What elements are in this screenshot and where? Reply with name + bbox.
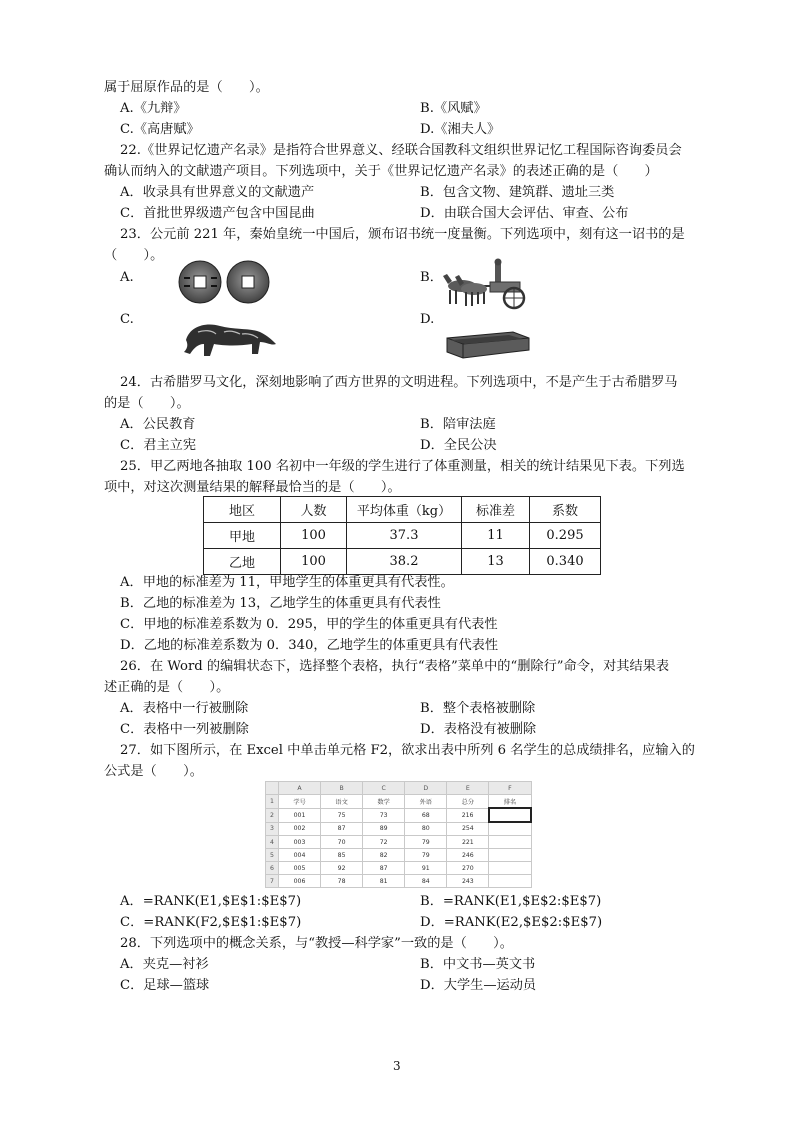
row-header: 2 — [266, 808, 279, 822]
column-header: F — [489, 782, 531, 795]
q28-option-a: A．夹克—衬衫 — [120, 957, 209, 972]
sheet-cell: 84 — [405, 875, 447, 888]
sheet-cell — [489, 849, 531, 862]
sheet-cell: 005 — [279, 862, 321, 875]
q25-option-a: A．甲地的标准差为 11，甲地学生的体重更具有代表性。 — [120, 575, 454, 590]
row-header: 1 — [266, 795, 279, 809]
q22-stem-line2: 确认而纳入的文献遗产项目。下列选项中，关于《世界记忆遗产名录》的表述正确的是（ ） — [104, 164, 658, 179]
table-cell: 37.3 — [347, 523, 462, 549]
sheet-cell: 254 — [447, 822, 489, 836]
bronze-tiger-tally-image — [180, 310, 280, 358]
q23-option-d: D. — [420, 312, 435, 327]
sheet-cell: 246 — [447, 849, 489, 862]
table-cell: 乙地 — [204, 549, 281, 575]
sheet-cell: 79 — [405, 836, 447, 849]
sheet-cell: 72 — [363, 836, 405, 849]
q28-option-c: C．足球—篮球 — [120, 978, 210, 993]
sheet-cell: 73 — [363, 808, 405, 822]
sheet-row — [266, 849, 532, 862]
q21-option-a: A.《九辩》 — [120, 101, 187, 116]
q22-option-b: B．包含文物、建筑群、遗址三类 — [420, 185, 615, 200]
column-header — [266, 782, 279, 795]
sheet-row — [266, 862, 532, 875]
table-header-cell: 地区 — [204, 497, 281, 523]
table-row — [204, 523, 601, 549]
sheet-cell: 92 — [321, 862, 363, 875]
sheet-cell: 243 — [447, 875, 489, 888]
q27-option-b: B．=RANK(E1,$E$2:$E$7) — [420, 894, 602, 909]
q28-option-d: D．大学生—运动员 — [420, 978, 537, 993]
sheet-cell: 003 — [279, 836, 321, 849]
table-header-cell: 平均体重（kg） — [347, 497, 462, 523]
sheet-cell: 87 — [321, 822, 363, 836]
q28-option-b: B．中文书—英文书 — [420, 957, 536, 972]
sheet-cell: 82 — [363, 849, 405, 862]
sheet-cell: 68 — [405, 808, 447, 822]
q24-stem-line1: 24．古希腊罗马文化，深刻地影响了西方世界的文明进程。下列选项中，不是产生于古希腊罗马 — [120, 375, 678, 390]
q24-stem-line2: 的是（ ）。 — [104, 396, 190, 411]
table-cell: 38.2 — [347, 549, 462, 575]
q21-option-c: C.《高唐赋》 — [120, 122, 200, 137]
row-header: 3 — [266, 822, 279, 836]
column-header-row — [266, 782, 532, 795]
q26-option-c: C．表格中一列被删除 — [120, 722, 249, 737]
sheet-cell: 75 — [321, 808, 363, 822]
column-header: C — [363, 782, 405, 795]
q24-option-a: A．公民教育 — [120, 417, 196, 432]
sheet-cell: 002 — [279, 822, 321, 836]
sheet-cell: 外语 — [405, 795, 447, 809]
bronze-chariot-image — [440, 256, 535, 312]
q21-option-b: B.《风赋》 — [420, 101, 487, 116]
sheet-cell: 270 — [447, 862, 489, 875]
q27-option-a: A．=RANK(E1,$E$1:$E$7) — [120, 894, 302, 909]
q27-stem-line1: 27．如下图所示，在 Excel 中单击单元格 F2，欲求出表中所列 6 名学生的总成绩排名，应输入的 — [120, 743, 695, 758]
sheet-cell: 85 — [321, 849, 363, 862]
bronze-measure-image — [443, 324, 533, 360]
q24-option-d: D．全民公决 — [420, 438, 497, 453]
excel-spreadsheet-image — [265, 781, 532, 886]
q27-option-c: C．=RANK(F2,$E$1:$E$7) — [120, 915, 302, 930]
q23-option-c: C. — [120, 312, 134, 327]
column-header: A — [279, 782, 321, 795]
sheet-cell: 总分 — [447, 795, 489, 809]
q26-stem-line1: 26．在 Word 的编辑状态下，选择整个表格，执行“表格”菜单中的“删除行”命令，对其结果表 — [120, 659, 670, 674]
q27-option-d: D．=RANK(E2,$E$2:$E$7) — [420, 915, 603, 930]
q23-option-b: B． — [420, 270, 443, 285]
sheet-row — [266, 875, 532, 888]
q23-option-a: A. — [120, 270, 134, 285]
sheet-cell: 排名 — [489, 795, 531, 809]
table-cell: 11 — [462, 523, 530, 549]
table-cell: 0.295 — [530, 523, 601, 549]
q26-option-a: A．表格中一行被删除 — [120, 701, 249, 716]
q26-stem-line2: 述正确的是（ ）。 — [104, 680, 230, 695]
sheet-cell: 语文 — [321, 795, 363, 809]
sheet-cell: 91 — [405, 862, 447, 875]
row-header: 5 — [266, 849, 279, 862]
q26-option-d: D．表格没有被删除 — [420, 722, 537, 737]
page-number: 3 — [393, 1059, 401, 1073]
sheet-cell: 80 — [405, 822, 447, 836]
q27-stem-line2: 公式是（ ）。 — [104, 764, 203, 779]
table-header-row — [204, 497, 601, 523]
q25-option-d: D．乙地的标准差系数为 0．340，乙地学生的体重更具有代表性 — [120, 638, 499, 653]
sheet-cell: 221 — [447, 836, 489, 849]
sheet-cell: 001 — [279, 808, 321, 822]
q25-stem-line1: 25．甲乙两地各抽取 100 名初中一年级的学生进行了体重测量，相关的统计结果见下表。下列选 — [120, 459, 685, 474]
q25-stem-line2: 项中，对这次测量结果的解释最恰当的是（ ）。 — [104, 480, 401, 495]
q21-option-d: D.《湘夫人》 — [420, 122, 501, 137]
coins-image — [174, 258, 274, 306]
weight-statistics-table — [203, 496, 601, 575]
q25-option-b: B．乙地的标准差为 13，乙地学生的体重更具有代表性 — [120, 596, 441, 611]
sheet-cell: 89 — [363, 822, 405, 836]
column-header: B — [321, 782, 363, 795]
sheet-cell: 87 — [363, 862, 405, 875]
q23-stem-line2: （ ）。 — [104, 248, 164, 263]
row-header: 4 — [266, 836, 279, 849]
q24-option-b: B．陪审法庭 — [420, 417, 496, 432]
table-cell: 100 — [281, 549, 347, 575]
selected-cell-f2 — [489, 808, 531, 822]
sheet-cell: 数学 — [363, 795, 405, 809]
q22-option-c: C．首批世界级遗产包含中国昆曲 — [120, 206, 315, 221]
q25-option-c: C．甲地的标准差系数为 0．295，甲的学生的体重更具有代表性 — [120, 617, 498, 632]
sheet-row — [266, 836, 532, 849]
table-row — [204, 549, 601, 575]
q23-stem-line1: 23．公元前 221 年，秦始皇统一中国后，颁布诏书统一度量衡。下列选项中，刻有这一诏书的是 — [120, 227, 685, 242]
table-cell: 甲地 — [204, 523, 281, 549]
sheet-cell: 006 — [279, 875, 321, 888]
table-cell: 13 — [462, 549, 530, 575]
sheet-cell: 学号 — [279, 795, 321, 809]
table-cell: 0.340 — [530, 549, 601, 575]
sheet-cell — [489, 875, 531, 888]
sheet-cell: 78 — [321, 875, 363, 888]
column-header: E — [447, 782, 489, 795]
sheet-cell — [489, 836, 531, 849]
question-21-stem-end: 属于屈原作品的是（ ）。 — [104, 80, 269, 95]
table-header-cell: 系数 — [530, 497, 601, 523]
sheet-cell: 70 — [321, 836, 363, 849]
q26-option-b: B．整个表格被删除 — [420, 701, 536, 716]
sheet-cell: 79 — [405, 849, 447, 862]
sheet-row — [266, 808, 532, 822]
sheet-cell: 81 — [363, 875, 405, 888]
column-header: D — [405, 782, 447, 795]
q22-option-a: A．收录具有世界意义的文献遗产 — [120, 185, 315, 200]
q28-stem: 28．下列选项中的概念关系，与“教授—科学家”一致的是（ ）。 — [120, 936, 513, 951]
table-header-cell: 人数 — [281, 497, 347, 523]
row-header: 6 — [266, 862, 279, 875]
sheet-cell: 004 — [279, 849, 321, 862]
q24-option-c: C．君主立宪 — [120, 438, 197, 453]
table-header-cell: 标准差 — [462, 497, 530, 523]
sheet-row — [266, 822, 532, 836]
row-header: 7 — [266, 875, 279, 888]
q22-stem-line1: 22.《世界记忆遗产名录》是指符合世界意义、经联合国教科文组织世界记忆工程国际咨询委员会 — [120, 143, 682, 158]
q22-option-d: D．由联合国大会评估、审查、公布 — [420, 206, 629, 221]
sheet-cell — [489, 822, 531, 836]
sheet-cell — [489, 862, 531, 875]
table-cell: 100 — [281, 523, 347, 549]
sheet-cell: 216 — [447, 808, 489, 822]
sheet-row — [266, 795, 532, 809]
